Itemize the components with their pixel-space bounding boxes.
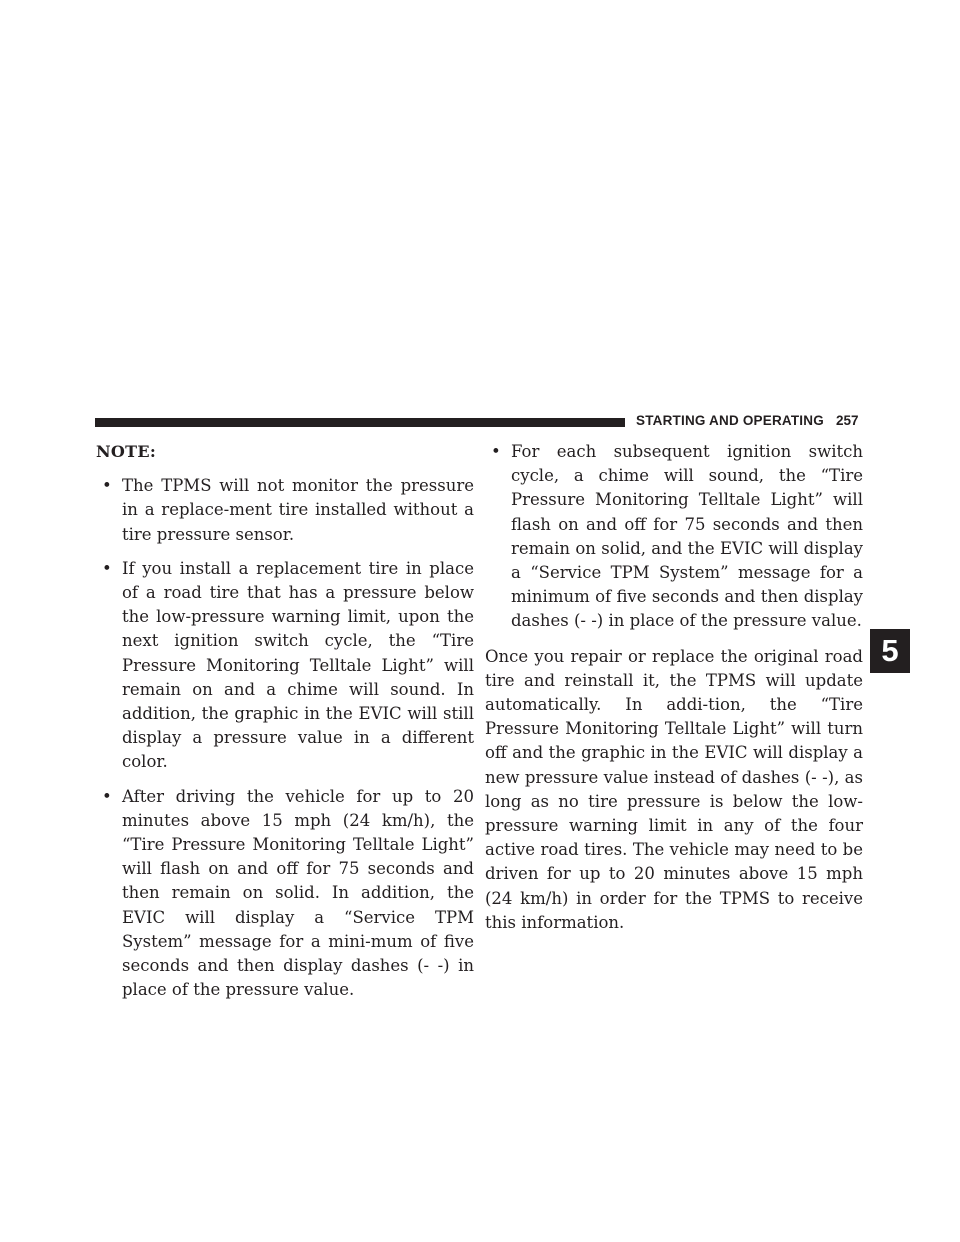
section-title: STARTING AND OPERATING: [636, 413, 824, 428]
right-column: [485, 440, 863, 935]
body-paragraph: Once you repair or replace the original road tire and reinstall it, the TPMS will update automatically. In addi-tion, the “Tire Pressure Monitoring Telltale Light” will turn off and the graphic in the EVIC will display a new pressure value instead of dashes (- -), as long as no tire pressure is below the low-pressure warning limit in any of the four active road tires. The vehicle may need to be driven for up to 20 minutes above 15 mph (24 km/h) in order for the TPMS to receive this information.: [485, 646, 863, 932]
left-column: [96, 440, 474, 1012]
list-item: [96, 474, 474, 547]
note-bullet-list: [96, 474, 474, 1002]
bullet-icon: •: [491, 442, 501, 461]
page-number: 257: [836, 413, 859, 428]
chapter-tab: 5: [870, 629, 910, 673]
list-item: [485, 440, 863, 634]
list-item: [96, 557, 474, 775]
list-item-text: The TPMS will not monitor the pressure in a replace-ment tire installed without a tire pressure sensor.: [122, 476, 474, 544]
bullet-icon: •: [102, 786, 112, 806]
list-item-text: For each subsequent ignition switch cycle, a chime will sound, the “Tire Pressure Monitoring Telltale Light” will flash on and off for 75 seconds and then remain on solid, and the EVIC will display a “Service TPM System” message for a minimum of five seconds and then display dashes (- -) in place of the pressure value.: [511, 442, 863, 631]
note-label: NOTE:: [96, 442, 157, 461]
list-item-text: If you install a replacement tire in place of a road tire that has a pressure below the low-pressure warning limit, upon the next ignition switch cycle, the “Tire Pressure Monitoring Telltale Light” will remain on and a chime will sound. In addition, the graphic in the EVIC will still display a pressure value in a different color.: [122, 558, 474, 772]
list-item: [96, 785, 474, 1003]
list-item-text: After driving the vehicle for up to 20 minutes above 15 mph (24 km/h), the “Tire Pressure Monitoring Telltale Light” will flash on and off for 75 seconds and then remain on solid. In addition, the EVIC will display a “Service TPM System” message for a mini-mum of five seconds and then display dashes (- -) in place of the pressure value.: [122, 786, 474, 1000]
bullet-icon: •: [102, 476, 112, 496]
header-rule: [95, 418, 625, 427]
bullet-icon: •: [102, 558, 112, 578]
continued-bullet-list: [485, 440, 863, 634]
